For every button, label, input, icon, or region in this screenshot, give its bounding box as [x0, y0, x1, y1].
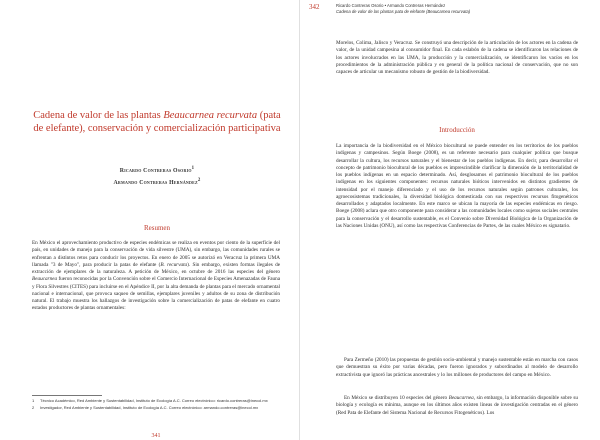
footnotes: [32, 398, 280, 412]
footnote-divider: [32, 395, 102, 396]
footnote-1: 1 Técnico Académico, Red Ambiente y Sustentabilidad, Instituto de Ecología A.C. Correo electrónico: ricardo.contreras@inecol.mx: [32, 398, 268, 403]
author-1-mark: 1: [191, 166, 195, 171]
title-genus: Beaucarnea recurvata: [163, 110, 258, 121]
intro-paragraph-1: La importancia de la biodiversidad en el México biocultural se puede entender en los territorios de los pueblos indígenas y campesinos. Según Boege (2008), es un referente necesario para cualquier política que busque desarrollar la cultura, los recursos naturales y el bienestar de los pueblos indígenas. En decir, para desarrollar el concepto de patrimonio biocultural de los pueblos es imprescindible clarificar la dimensión de la territorialidad de los pueblos indígenas en un espacio determinado. Así, desglosamos el patrimonio biocultural de los pueblos indígenas en los siguientes componentes: recursos naturales bióticos intervenidos en distintos gradientes de intensidad por el manejo diferenciado y el uso de los recursos naturales según patrones culturales, los agroecosistemas tradicionales, la diversidad biológica domesticada con sus respectivos recursos fitogenéticos desarrollados y adaptados localmente. En este marco se ubican la mayoría de las especies endémicas en riesgo. Boege (2008) aclara que otro componente para considerar a las comunidades locales como sujetos sociales centrales para la conservación y el desarrollo sustentable, es el Convenio sobre Diversidad Biológica de la Organización de las Naciones Unidas (ONU), así como las respectivas Conferencias de Partes, de las cuales México es signatario.: [336, 143, 578, 229]
abstract-text: En México el aprovechamiento productivo de especies endémicas se realiza en eventos por ciento de la superficie del país, en unidades de manejo para la conservación de vida silvestre (UMA), sin embargo, las comunidades rurales se enfrentan a distintos retos para conducir los proyectos. En enero de 2005 se autorizó en Veracruz la primera UMA llamada "3 de Mayo", para producir la patas de elefante (B. recurvata). Sin embargo, existen formas ilegales de extracción de ejemplares de la naturaleza. A petición de México, en octubre de 2016 las especies del género Beaucarnea fueron reconocidas por la Convención sobre el Comercio Internacional de Especies Amenazadas de Fauna y Flora Silvestres (CITES) para incluirse en el Apéndice II, por la alta demanda de plantas para el mercado ornamental nacional e internacional, que provoca saqueo de semillas, ejemplares juveniles y adultos de su zona de distribución natural. El trabajo muestra los hallazgos de investigación sobre la comercialización de patas de elefante en cuatro estados productores de plantas ornamentales:: [32, 240, 280, 312]
author-2-mark: 2: [197, 178, 201, 183]
author-2: Armando Contreras Hernández$^2$: [113, 178, 201, 186]
right-page: [300, 0, 600, 440]
footnote-2: 2 Investigador, Red Ambiente y Sustentabilidad, Instituto de Ecología A.C. Correo electrónico: armando.contreras@inecol.mx: [32, 405, 259, 411]
page-number-right: 342: [309, 3, 320, 11]
running-head: [336, 3, 586, 15]
intro-paragraph-3: En México se distribuyen 10 especies del género Beaucarnea, sin embargo, la información disponible sobre su biología y ecología es mínima, aunque en los últimos años existen líneas de investigación centradas en el género (Red Pata de Elefante del Sistema Nacional de Recursos Fitogenéticos). Los: [336, 395, 578, 416]
continued-paragraph: Morelos, Colima, Jalisco y Veracruz. Se construyó una descripción de la articulación de los actores en la cadena de valor, de la unidad campesina al consumidor final. En cada eslabón de la cadena se identificaron las relaciones de los actores involucrados en las UMA, la producción y la comercialización, se identificaron los vacíos en los procedimientos de la administración pública y en general de la política nacional de conservación, que no son capaces de articular un mecanismo robusto de gestión de la biodiversidad.: [336, 40, 578, 75]
abstract-heading: Resumen: [143, 224, 171, 232]
running-head-title: Cadena de valor de las plantas pata de elefante (Beaucarnea recurvata): [336, 9, 471, 14]
author-1: Ricardo Contreras Osorio$^1$: [119, 166, 195, 174]
running-head-authors: Ricardo Contreras Osorio • Armando Contreras Hernández: [336, 3, 446, 8]
page-number-left: 341: [151, 433, 161, 439]
introduction-heading: Introducción: [439, 126, 475, 134]
intro-paragraph-2: Para Zermeño (2010) las propuestas de gestión socio-ambiental y manejo sustentable están en marcha con casos que demuestran su éxito por varias décadas, pero fueron ignorados y subordinados al modelo de desarrollo extractivista que ignoró las prácticas ancestrales y lo los millones de productores del campo en México.: [336, 357, 578, 378]
article-title: Cadena de valor de las plantas Beaucarnea recurvata (pata de elefante), conservación y comercialización participativa: [33, 110, 281, 134]
